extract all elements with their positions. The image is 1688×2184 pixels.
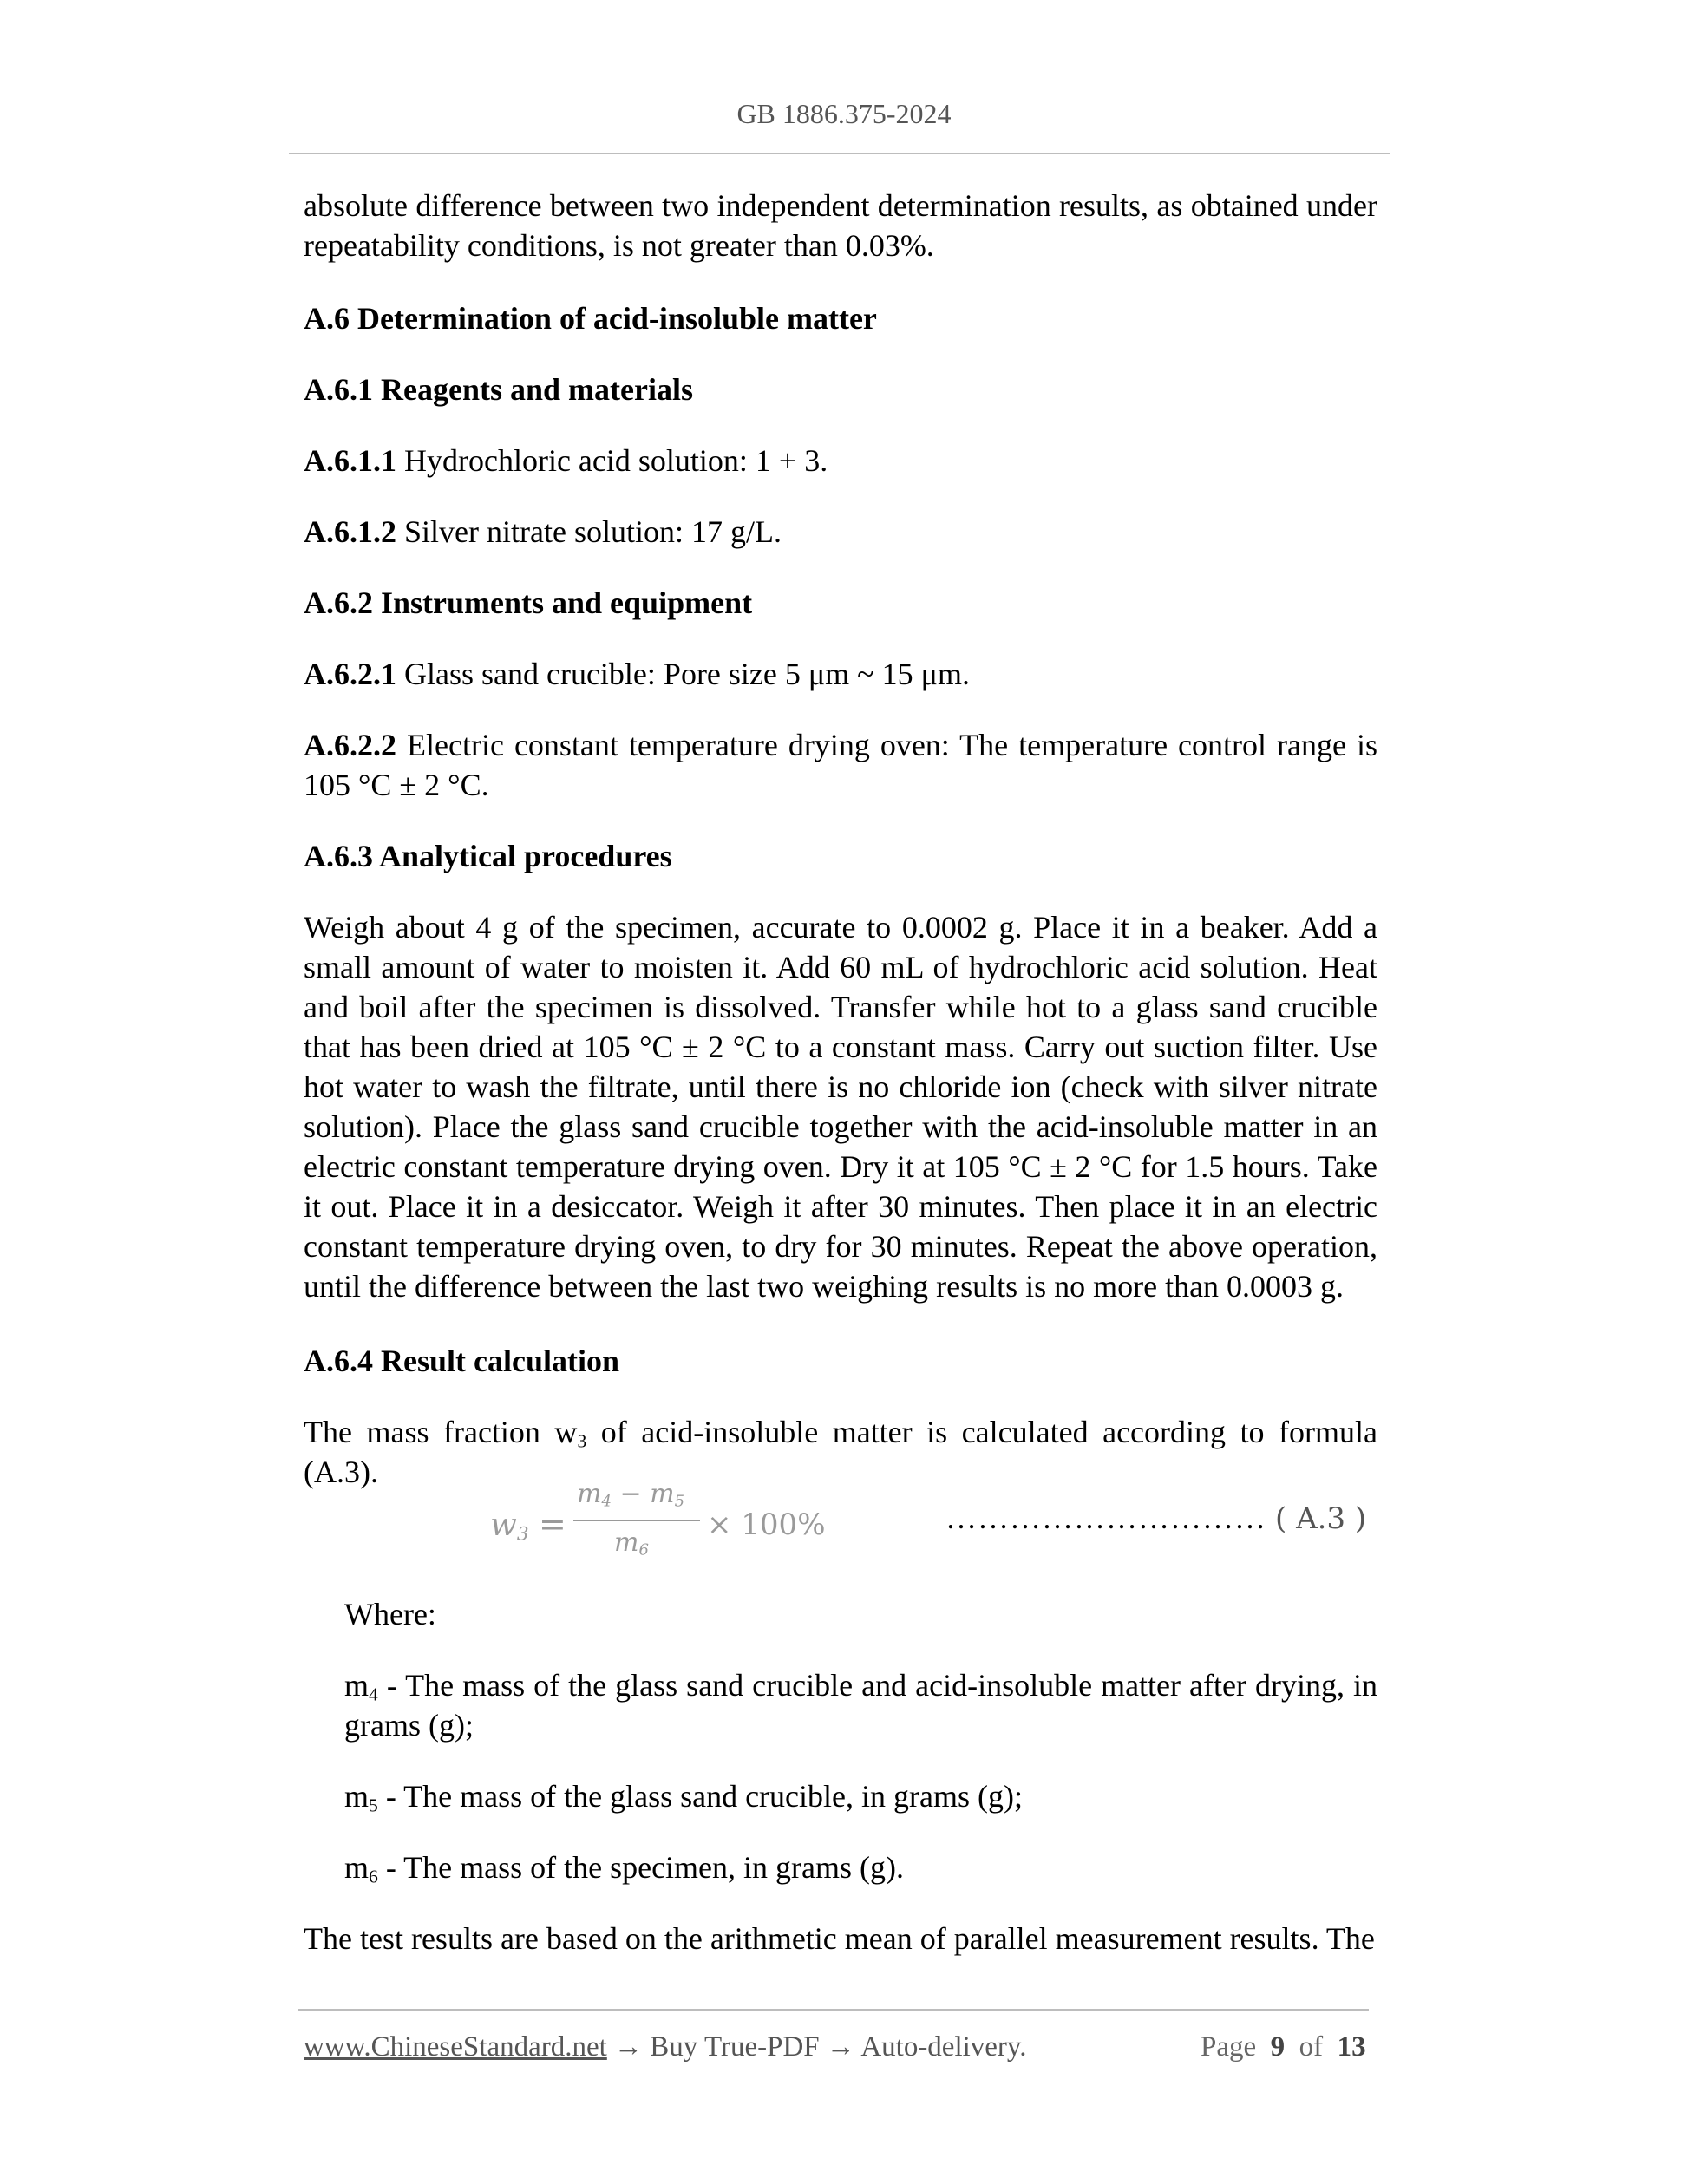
page-indicator: Page 9 of 13 xyxy=(1201,2031,1366,2063)
item-text: Silver nitrate solution: 17 g/L. xyxy=(404,514,782,549)
final-paragraph: The test results are based on the arithmetic mean of parallel measurement results. The xyxy=(304,1921,1375,1956)
total-pages: 13 xyxy=(1337,2031,1366,2063)
section-heading-a6: A.6 Determination of acid-insoluble matter xyxy=(304,301,877,336)
formula-lhs: $w_3$ xyxy=(490,1507,529,1546)
formula-denominator: $m_6$ xyxy=(614,1527,649,1560)
section-heading-a64: A.6.4 Result calculation xyxy=(304,1344,619,1378)
where-label: Where: xyxy=(344,1597,436,1631)
auto-delivery-text: Auto-delivery. xyxy=(860,2031,1027,2063)
formula-equals: = xyxy=(539,1505,566,1543)
procedure-paragraph: Weigh about 4 g of the specimen, accurate to 0.0002 g. Place it in a beaker. Add a small amount of water to moisten it. Add 60 mL of hydrochloric acid solution. Heat and boil after the specimen is dissolved. Transfer while hot to a glass sand crucible that has been dried at 105 °C ± 2 °C to a constant mass. Carry out suction filter. Use hot water to wash the filtrate, until there is no chloride ion (check with silver nitrate solution). Place the glass sand crucible together with the acid-insoluble matter in an electric constant temperature drying oven. Dry it at 105 °C ± 2 °C for 1.5 hours. Take it out. Place it in a desiccator. Weigh it after 30 minutes. Then place it in an electric constant temperature drying oven, to dry for 30 minutes. Repeat the above operation, until the difference between the last two weighing results is no more than 0.0003 g. xyxy=(304,910,1377,1304)
header-divider xyxy=(289,153,1390,154)
item-number: A.6.1.2 xyxy=(304,514,396,549)
section-heading-a63: A.6.3 Analytical procedures xyxy=(304,839,672,873)
item-a612 xyxy=(304,512,1377,552)
item-number: A.6.1.1 xyxy=(304,443,396,478)
formula-a3 xyxy=(490,1479,872,1574)
intro-paragraph: absolute difference between two independent determination results, as obtained under repeatability conditions, is not greater than 0.03%. xyxy=(304,188,1377,263)
definition-m6: $m_6$ - The mass of the specimen, in grams (g). xyxy=(344,1850,904,1887)
current-page: 9 xyxy=(1270,2031,1286,2063)
formula-multiplier: × 100% xyxy=(707,1507,826,1542)
definition-m5: $m_5$ - The mass of the glass sand crucible, in grams (g); xyxy=(344,1779,1023,1816)
definition-m4: $m_4$ - The mass of the glass sand crucible and acid-insoluble matter after drying, in grams (g); xyxy=(344,1668,1377,1743)
footer-promo xyxy=(304,2031,1027,2063)
website-link[interactable]: www.ChineseStandard.net xyxy=(304,2031,607,2063)
calculation-intro: The mass fraction $w_3$ of acid-insoluble matter is calculated according to formula (A.3). xyxy=(304,1415,1377,1489)
document-code: GB 1886.375-2024 xyxy=(736,98,952,129)
item-number: A.6.2.2 xyxy=(304,728,396,762)
item-number: A.6.2.1 xyxy=(304,657,396,691)
item-a611 xyxy=(304,441,1377,481)
arrow-right-icon: → xyxy=(819,2031,861,2063)
item-text: Hydrochloric acid solution: 1 + 3. xyxy=(404,443,828,478)
fraction-bar xyxy=(573,1520,700,1521)
footer-divider xyxy=(298,2009,1369,2011)
item-text: Glass sand crucible: Pore size 5 μm ~ 15 μm. xyxy=(404,657,970,691)
item-a621 xyxy=(304,654,1377,694)
arrow-right-icon: → xyxy=(606,2031,651,2063)
formula-numerator: $m_4 - m_5$ xyxy=(577,1479,685,1511)
item-text: Electric constant temperature drying oven: The temperature control range is 105 °C ± 2 °C. xyxy=(304,728,1378,802)
section-heading-a62: A.6.2 Instruments and equipment xyxy=(304,585,753,620)
buy-pdf-text: Buy True-PDF xyxy=(650,2031,820,2063)
formula-number: ( A.3 ) xyxy=(1275,1501,1367,1536)
formula-leader-dots: ………………………… xyxy=(945,1501,1266,1535)
section-heading-a61: A.6.1 Reagents and materials xyxy=(304,372,693,407)
item-a622 xyxy=(304,725,1377,805)
